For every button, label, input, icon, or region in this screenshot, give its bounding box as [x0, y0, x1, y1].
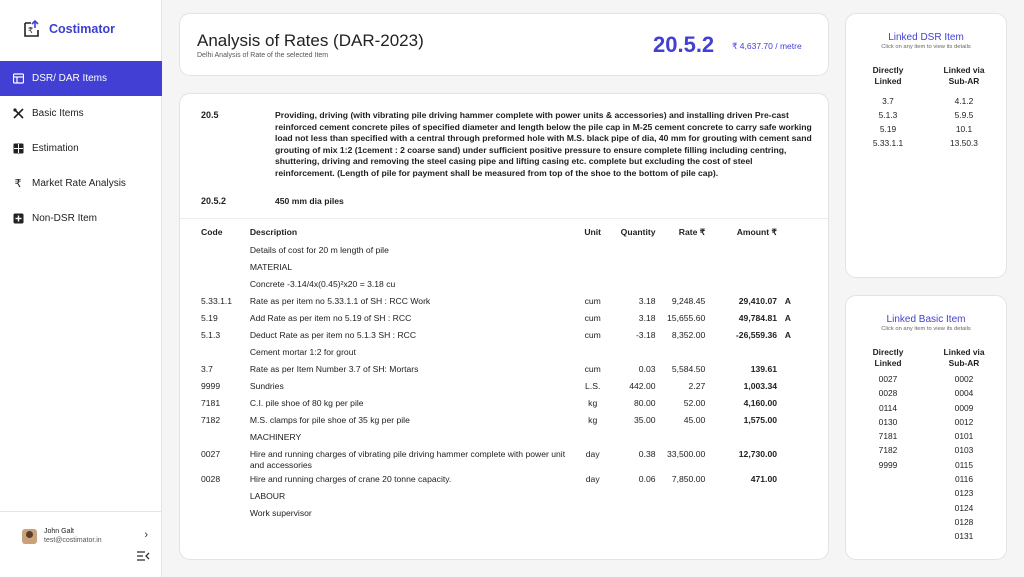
cell-quantity — [608, 429, 656, 446]
page-title: Analysis of Rates (DAR-2023) — [197, 31, 424, 50]
cell-description: MACHINERY — [249, 432, 302, 442]
cell-code — [201, 505, 250, 522]
cell-unit — [578, 242, 608, 259]
linked-basic-item[interactable]: 9999 — [878, 459, 898, 470]
cell-code — [201, 276, 250, 293]
cell-unit: cum — [584, 330, 601, 340]
cell-rate: 45.00 — [683, 415, 706, 425]
item-code: 20.5 — [201, 110, 219, 120]
linked-basic-item[interactable]: 7181 — [878, 431, 898, 442]
cell-amount — [705, 276, 777, 293]
divider — [180, 218, 828, 219]
cell-code — [201, 429, 250, 446]
table-row — [201, 471, 791, 488]
linked-dsr-sub-item[interactable]: 4.1.2 — [954, 96, 974, 106]
cell-rate — [656, 344, 706, 361]
cell-quantity — [608, 505, 656, 522]
logo-icon — [22, 19, 42, 39]
tools-icon — [12, 108, 24, 120]
cell-flag — [777, 471, 791, 488]
cell-unit — [578, 259, 608, 276]
cell-unit: L.S. — [585, 381, 601, 391]
cell-code[interactable]: 5.1.3 — [201, 330, 221, 340]
cell-description: Sundries — [249, 381, 284, 391]
dsr-direct-header: Directly Linked — [872, 65, 904, 86]
cell-amount: 49,784.81 — [738, 313, 778, 323]
cell-description: LABOUR — [249, 491, 286, 501]
col-header-description: Description — [249, 227, 298, 237]
linked-basic-sub-item[interactable]: 0002 — [954, 374, 974, 384]
sidebar-item-estimation[interactable] — [0, 131, 162, 166]
cell-description: Deduct Rate as per item no 5.1.3 SH : RCC — [249, 330, 417, 340]
cell-description: Rate as per Item Number 3.7 of SH: Mortars — [249, 364, 419, 374]
cell-rate: 15,655.60 — [667, 313, 706, 323]
linked-basic-sub-item[interactable]: 0004 — [954, 388, 974, 399]
cell-unit: day — [585, 474, 600, 484]
cell-amount: 471.00 — [750, 474, 778, 484]
user-name: John Galt — [44, 528, 74, 535]
linked-dsr-sub-item[interactable]: 13.50.3 — [950, 138, 978, 148]
linked-basic-sub-item[interactable]: 0123 — [954, 488, 974, 499]
linked-basic-sub-item[interactable]: 0101 — [954, 431, 974, 442]
col-header-amount: Amount ₹ — [736, 226, 778, 237]
basic-sub-header: Linked via Sub-AR — [943, 347, 985, 368]
cell-flag — [777, 344, 791, 361]
linked-dsr-item[interactable]: 5.19 — [879, 124, 897, 134]
item-description-block — [201, 110, 813, 180]
chevron-right-icon: › — [144, 529, 148, 541]
linked-basic-sub-item[interactable]: 0124 — [954, 502, 974, 513]
linked-basic-card — [845, 295, 1007, 560]
col-header-code: Code — [201, 227, 223, 237]
cell-code[interactable]: 0027 — [201, 449, 221, 459]
table-row — [201, 505, 791, 522]
cell-description: Work supervisor — [249, 508, 312, 518]
cell-quantity: 35.00 — [634, 415, 656, 425]
sidebar-item-label: Basic Items — [32, 108, 84, 119]
cell-description: Concrete -3.14/4x(0.45)²x20 = 3.18 cu — [249, 279, 396, 289]
basic-sub-column — [936, 347, 992, 544]
table-row — [201, 293, 791, 310]
table-row — [201, 361, 791, 378]
cell-description: M.S. clamps for pile shoe of 35 kg per pile — [249, 415, 410, 425]
linked-dsr-sub-item[interactable]: 5.9.5 — [954, 110, 974, 120]
cell-description: MATERIAL — [249, 262, 293, 272]
cell-quantity — [608, 344, 656, 361]
cell-amount: 139.61 — [750, 364, 778, 374]
cell-unit: cum — [584, 364, 601, 374]
cell-amount — [705, 505, 777, 522]
sidebar-item-label: Estimation — [32, 143, 79, 154]
cost-table — [201, 222, 791, 522]
dsr-direct-column — [860, 65, 916, 150]
cell-flag — [777, 429, 791, 446]
calculator-icon — [12, 143, 24, 155]
linked-basic-sub-item[interactable]: 0128 — [954, 516, 974, 527]
linked-dsr-title: Linked DSR Item — [888, 32, 964, 43]
col-header-quantity: Quantity — [620, 227, 656, 237]
cell-unit: cum — [584, 296, 601, 306]
list-icon — [12, 73, 24, 85]
cell-flag — [777, 412, 791, 429]
table-row — [201, 327, 791, 344]
cell-quantity — [608, 242, 656, 259]
cell-quantity: 0.06 — [638, 474, 656, 484]
table-row — [201, 276, 791, 293]
cell-flag: A — [784, 330, 791, 340]
linked-basic-sub-item[interactable]: 0115 — [954, 459, 973, 470]
cell-description: C.I. pile shoe of 80 kg per pile — [249, 398, 364, 408]
basic-direct-column — [860, 347, 916, 472]
cell-code — [201, 344, 250, 361]
linked-basic-item[interactable]: 7182 — [878, 445, 898, 456]
cell-amount: 12,730.00 — [738, 449, 778, 459]
cell-unit: day — [585, 449, 600, 459]
cell-code[interactable]: 9999 — [201, 381, 221, 391]
cell-rate: 7,850.00 — [671, 474, 706, 484]
linked-basic-item[interactable]: 0027 — [878, 374, 898, 384]
cell-quantity: 442.00 — [629, 381, 656, 391]
table-row — [201, 395, 791, 412]
linked-basic-sub-item[interactable]: 0116 — [954, 474, 973, 485]
cell-rate — [656, 505, 706, 522]
brand-name: Costimator — [49, 22, 115, 36]
col-header-unit: Unit — [584, 227, 602, 237]
add-box-icon — [12, 213, 24, 225]
linked-dsr-item[interactable]: 5.1.3 — [878, 110, 898, 120]
cell-rate — [656, 488, 706, 505]
cell-code — [201, 488, 250, 505]
cell-amount: 29,410.07 — [738, 296, 778, 306]
cell-amount — [705, 429, 777, 446]
sidebar-item-dsr-dar-items[interactable] — [0, 61, 162, 96]
cell-quantity: 80.00 — [634, 398, 656, 408]
cell-unit: cum — [584, 313, 601, 323]
cell-quantity — [608, 276, 656, 293]
linked-basic-hint: Click on any item to view its details — [881, 326, 971, 332]
sidebar-item-non-dsr-item[interactable] — [0, 201, 162, 236]
user-email: test@costimator.in — [44, 537, 102, 544]
cell-description: Details of cost for 20 m length of pile — [249, 245, 389, 255]
cell-quantity — [608, 259, 656, 276]
cell-flag — [777, 395, 791, 412]
basic-direct-header: Directly Linked — [872, 347, 904, 368]
cell-flag — [777, 488, 791, 505]
cell-code[interactable]: 5.33.1.1 — [201, 296, 233, 306]
cell-amount — [705, 344, 777, 361]
sidebar — [0, 0, 162, 577]
linked-basic-sub-item[interactable]: 0009 — [954, 402, 974, 413]
sub-item-description: 450 mm dia piles — [275, 196, 344, 206]
table-row — [201, 259, 791, 276]
linked-dsr-hint: Click on any item to view its details — [881, 44, 971, 50]
linked-basic-item[interactable]: 0114 — [878, 402, 897, 413]
cell-code[interactable]: 5.19 — [201, 313, 218, 323]
table-row — [201, 378, 791, 395]
cell-flag — [777, 505, 791, 522]
cell-flag: A — [784, 313, 791, 323]
cell-description: Rate as per item no 5.33.1.1 of SH : RCC Work — [249, 296, 431, 306]
dsr-sub-column — [936, 65, 992, 150]
cell-flag — [777, 446, 791, 471]
cell-rate — [656, 429, 706, 446]
cell-unit — [578, 505, 608, 522]
table-row — [201, 412, 791, 429]
sidebar-item-label: DSR/ DAR Items — [32, 73, 108, 84]
linked-dsr-item[interactable]: 3.7 — [882, 96, 894, 106]
cell-code[interactable]: 0028 — [201, 474, 221, 484]
svg-text:₹: ₹ — [28, 26, 34, 35]
user-profile[interactable] — [22, 527, 148, 545]
cell-flag — [777, 242, 791, 259]
sidebar-item-market-rate-analysis[interactable] — [0, 166, 162, 201]
cell-quantity: 0.03 — [638, 364, 656, 374]
cell-unit — [578, 488, 608, 505]
cell-rate — [656, 276, 706, 293]
selected-item-rate: ₹ 4,637.70 / metre — [732, 41, 802, 51]
cell-rate — [656, 242, 706, 259]
selected-item-code: 20.5.2 — [653, 32, 715, 57]
cell-code — [201, 242, 250, 259]
linked-basic-sub-item[interactable]: 0012 — [954, 416, 974, 427]
item-description: Providing, driving (with vibrating pile driving hammer complete with power units & accessories) and installing driven Pre-cast reinforced cement concrete piles of specified diameter and length below the pile cap in M-25 cement concrete to carry safe working load not less than specified with a central through preformed hole with M.S. black pipe of dia, 40 mm for grouting with cement sand grouting of mix 1:2 (1cement : 2 coarse sand) under sufficient positive pressure to ensure complete filling including centring, shuttering, driving and removing the steel casing pipe and lifting casing etc. complete but excluding the cost of steel reinforcement. (Length of pile for payment shall be measured from top of the shoe to the bottom of pile cap). — [275, 110, 812, 178]
cell-unit — [578, 344, 608, 361]
cell-code — [201, 259, 250, 276]
cell-flag — [777, 361, 791, 378]
cell-amount: 1,003.34 — [743, 381, 778, 391]
page-subtitle: Delhi Analysis of Rate of the selected Item — [197, 52, 329, 59]
rupee-icon: ₹ — [14, 177, 22, 190]
cell-code[interactable]: 7182 — [201, 415, 221, 425]
cell-flag — [777, 276, 791, 293]
cell-amount: 4,160.00 — [743, 398, 778, 408]
cell-code[interactable]: 3.7 — [201, 364, 213, 374]
cell-amount — [705, 488, 777, 505]
table-row — [201, 446, 791, 471]
cell-description: Hire and running charges of crane 20 tonne capacity. — [249, 474, 452, 484]
table-row — [201, 310, 791, 327]
table-row — [201, 488, 791, 505]
linked-dsr-card — [845, 13, 1007, 278]
cell-description: Hire and running charges of vibrating pile driving hammer complete with power unit and accessories — [249, 449, 566, 470]
table-row — [201, 242, 791, 259]
linked-basic-sub-item[interactable]: 0131 — [954, 531, 974, 542]
cell-quantity: 3.18 — [638, 313, 656, 323]
cell-description: Add Rate as per item no 5.19 of SH : RCC — [249, 313, 412, 323]
cell-amount — [705, 242, 777, 259]
cell-amount: 1,575.00 — [743, 415, 778, 425]
sub-item-code: 20.5.2 — [201, 196, 227, 206]
col-header-flag — [777, 222, 791, 242]
linked-dsr-item[interactable]: 5.33.1.1 — [872, 138, 904, 148]
cell-flag — [777, 259, 791, 276]
cell-code[interactable]: 7181 — [201, 398, 221, 408]
linked-basic-sub-item[interactable]: 0103 — [954, 445, 974, 456]
sub-item-row — [201, 196, 344, 208]
cell-quantity — [608, 488, 656, 505]
table-row — [201, 344, 791, 361]
cell-flag: A — [784, 296, 791, 306]
cell-rate: 8,352.00 — [671, 330, 706, 340]
cell-rate: 52.00 — [683, 398, 706, 408]
cell-unit — [578, 429, 608, 446]
table-row — [201, 429, 791, 446]
sidebar-item-label: Non-DSR Item — [32, 213, 98, 224]
cell-rate: 33,500.00 — [667, 449, 706, 459]
cell-rate: 5,584.50 — [671, 364, 706, 374]
analysis-card — [179, 93, 829, 560]
collapse-sidebar-icon[interactable] — [136, 550, 150, 562]
cell-rate: 9,248.45 — [671, 296, 706, 306]
col-header-rate: Rate ₹ — [678, 226, 706, 237]
linked-basic-item[interactable]: 0028 — [878, 388, 898, 399]
cell-rate — [656, 259, 706, 276]
linked-dsr-sub-item[interactable]: 10.1 — [955, 124, 973, 134]
table-header-row — [201, 222, 791, 242]
cell-flag — [777, 378, 791, 395]
cell-quantity: 0.38 — [638, 449, 656, 459]
cell-quantity: 3.18 — [638, 296, 656, 306]
avatar — [22, 529, 37, 544]
header-card — [179, 13, 829, 76]
cell-rate: 2.27 — [688, 381, 706, 391]
linked-basic-title: Linked Basic Item — [886, 314, 966, 325]
linked-basic-item[interactable]: 0130 — [878, 416, 898, 427]
cell-unit: kg — [588, 415, 598, 425]
cell-quantity: -3.18 — [635, 330, 656, 340]
cell-unit — [578, 276, 608, 293]
cell-amount — [705, 259, 777, 276]
cell-unit: kg — [588, 398, 598, 408]
sidebar-item-basic-items[interactable] — [0, 96, 162, 131]
sidebar-nav — [0, 61, 162, 236]
sidebar-divider — [0, 511, 162, 512]
cell-amount: -26,559.36 — [735, 330, 778, 340]
sidebar-item-label: Market Rate Analysis — [32, 178, 126, 189]
dsr-sub-header: Linked via Sub-AR — [943, 65, 985, 86]
cell-description: Cement mortar 1:2 for grout — [249, 347, 356, 357]
brand[interactable] — [22, 19, 115, 39]
